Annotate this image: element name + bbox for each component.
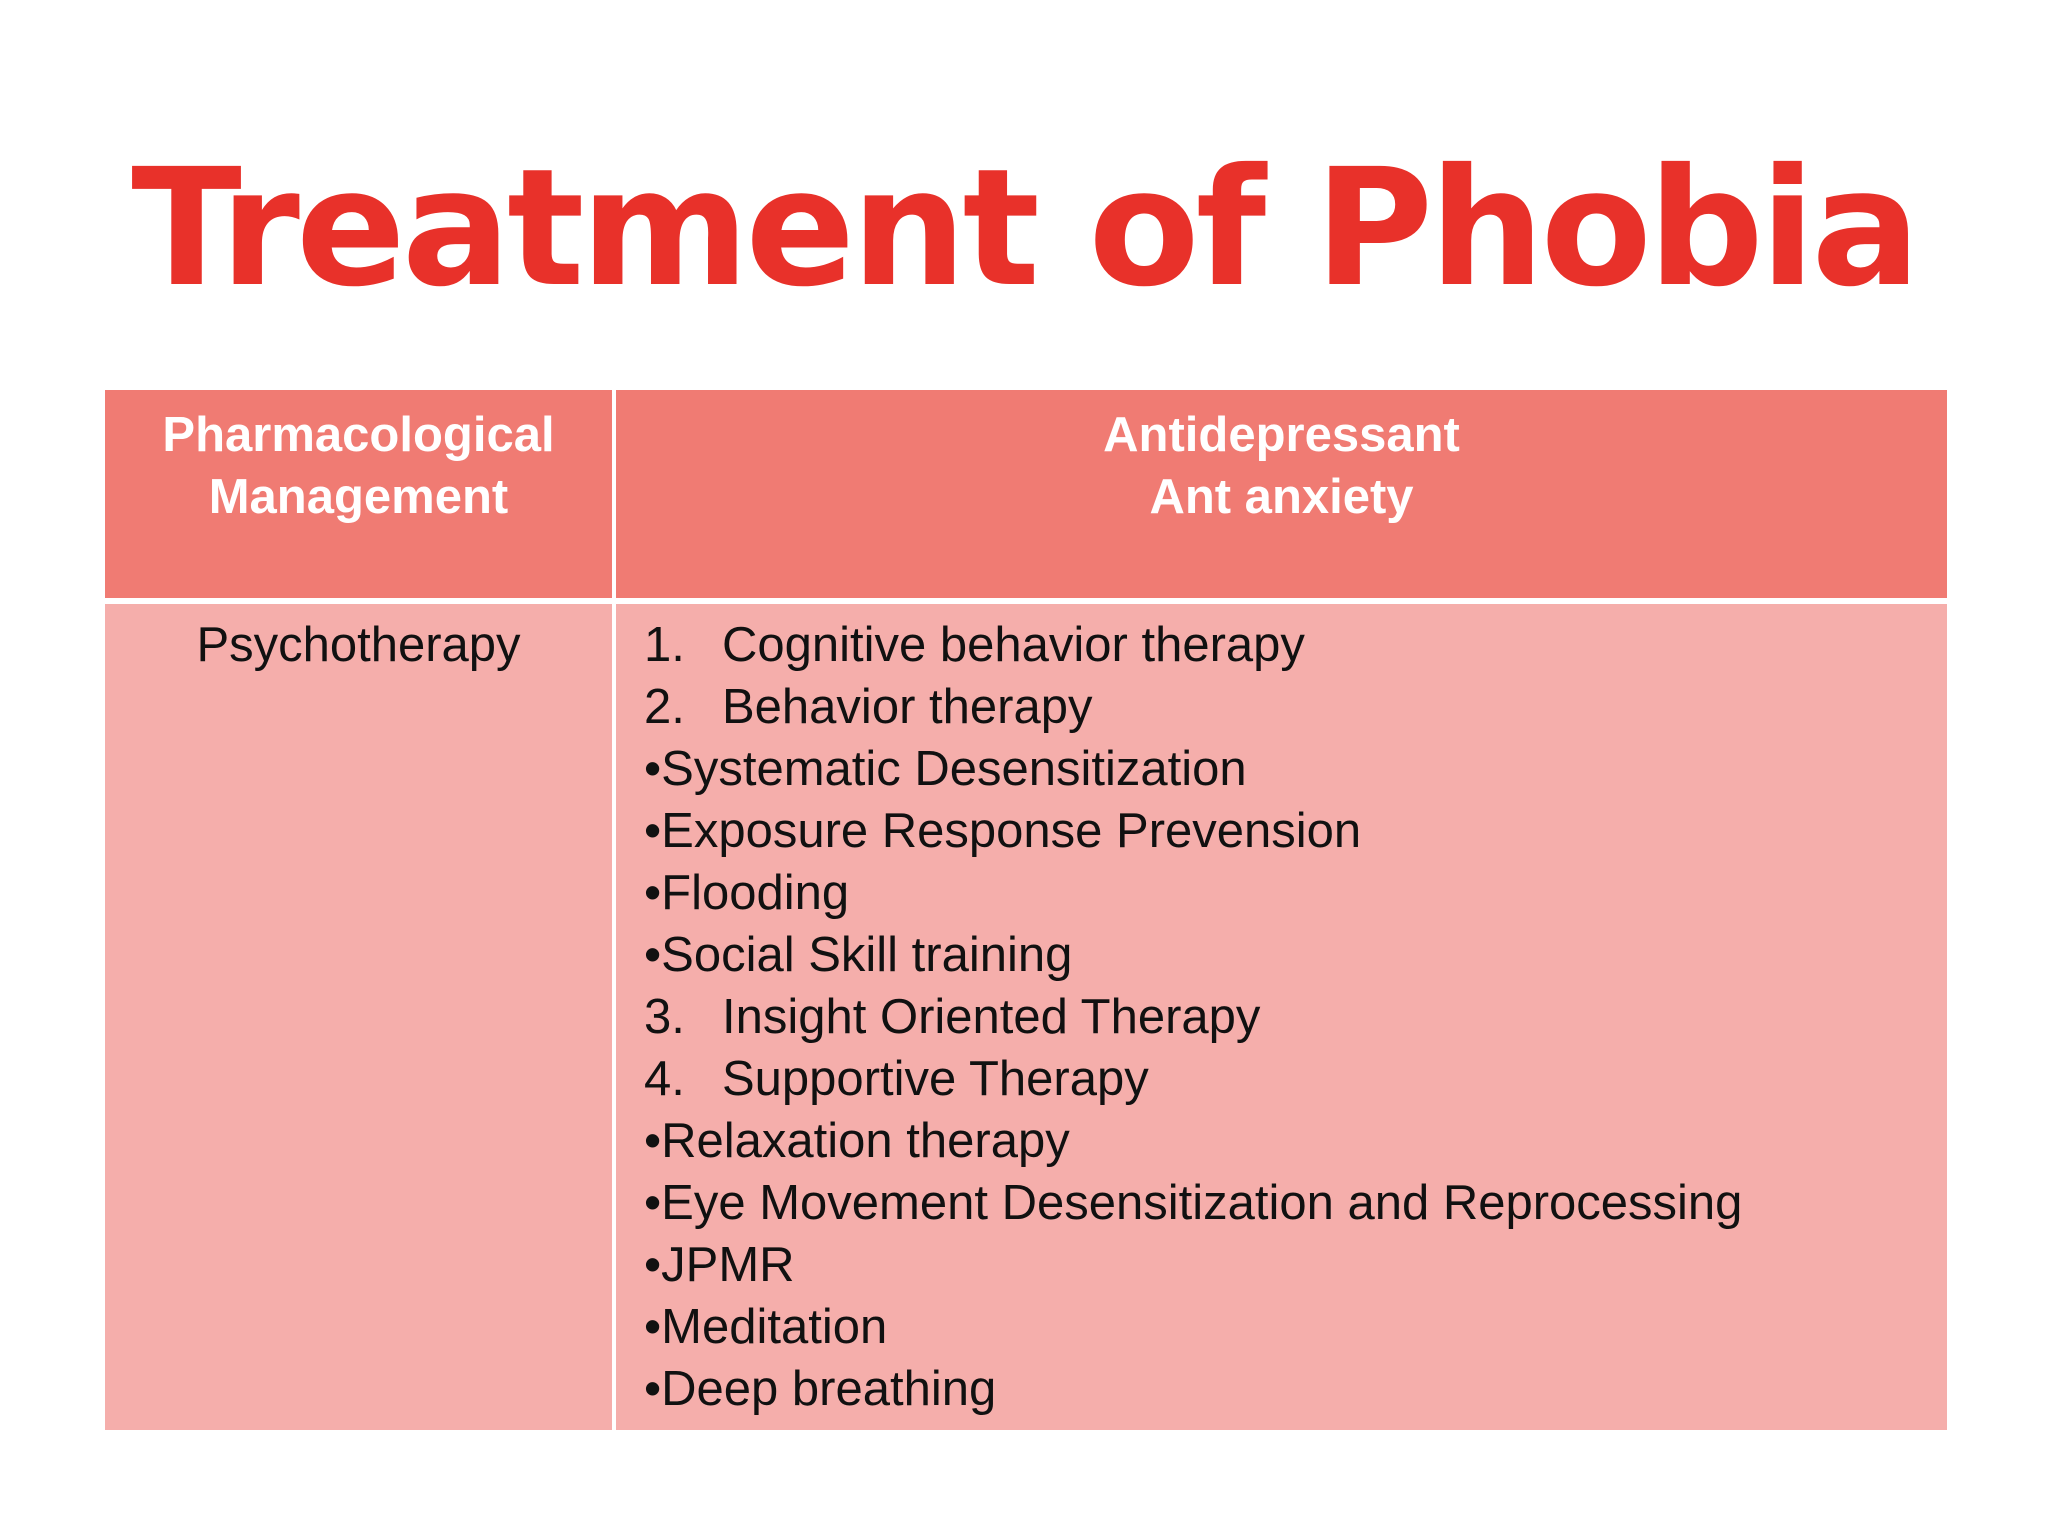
bullet-marker: • bbox=[644, 804, 662, 858]
psychotherapy-label: Psychotherapy bbox=[196, 618, 521, 672]
header-right-line-1: Antidepressant bbox=[1103, 408, 1460, 462]
list-item bbox=[644, 738, 1947, 800]
header-left-line-1: Pharmacological bbox=[162, 408, 555, 462]
list-item bbox=[644, 1234, 1947, 1296]
slide-title: Treatment of Phobia bbox=[131, 135, 1917, 323]
list-item-text: Systematic Desensitization bbox=[661, 742, 1247, 796]
bullet-marker: • bbox=[644, 1238, 662, 1292]
list-item bbox=[644, 1110, 1947, 1172]
list-number: 3. bbox=[644, 990, 685, 1044]
header-right-line-2: Ant anxiety bbox=[1149, 470, 1414, 524]
list-item bbox=[644, 1358, 1947, 1420]
list-item bbox=[644, 1048, 1947, 1110]
header-cell-pharmacological bbox=[105, 390, 612, 598]
bullet-marker: • bbox=[644, 928, 662, 982]
list-number: 2. bbox=[644, 680, 685, 734]
list-item bbox=[644, 862, 1947, 924]
bullet-marker: • bbox=[644, 1114, 662, 1168]
list-number: 1. bbox=[644, 618, 685, 672]
list-item bbox=[644, 1172, 1947, 1234]
list-item-text: Cognitive behavior therapy bbox=[722, 618, 1305, 672]
therapy-list bbox=[616, 604, 1947, 1430]
bullet-marker: • bbox=[644, 1300, 662, 1354]
list-item-text: Insight Oriented Therapy bbox=[722, 990, 1261, 1044]
bullet-marker: • bbox=[644, 1176, 662, 1230]
list-item-text: JPMR bbox=[661, 1238, 795, 1292]
list-number: 4. bbox=[644, 1052, 685, 1106]
list-item-text: Flooding bbox=[661, 866, 850, 920]
list-item bbox=[644, 1296, 1947, 1358]
list-item-text: Social Skill training bbox=[661, 928, 1073, 982]
list-item bbox=[644, 800, 1947, 862]
list-item bbox=[644, 924, 1947, 986]
list-item bbox=[644, 614, 1947, 676]
bullet-marker: • bbox=[644, 866, 662, 920]
list-item-text: Deep breathing bbox=[661, 1362, 997, 1416]
list-item-text: Relaxation therapy bbox=[661, 1114, 1070, 1168]
list-item-text: Eye Movement Desensitization and Reprocessing bbox=[661, 1176, 1743, 1230]
list-item-text: Exposure Response Prevension bbox=[661, 804, 1362, 858]
list-item bbox=[644, 986, 1947, 1048]
header-left-line-2: Management bbox=[208, 470, 509, 524]
bullet-marker: • bbox=[644, 1362, 662, 1416]
bullet-marker: • bbox=[644, 742, 662, 796]
list-item-text: Meditation bbox=[661, 1300, 888, 1354]
body-cell-psychotherapy bbox=[105, 604, 612, 1430]
header-cell-medication bbox=[616, 390, 1947, 598]
list-item-text: Behavior therapy bbox=[722, 680, 1093, 734]
list-item-text: Supportive Therapy bbox=[722, 1052, 1149, 1106]
list-item bbox=[644, 676, 1947, 738]
treatment-table bbox=[105, 390, 1947, 1430]
